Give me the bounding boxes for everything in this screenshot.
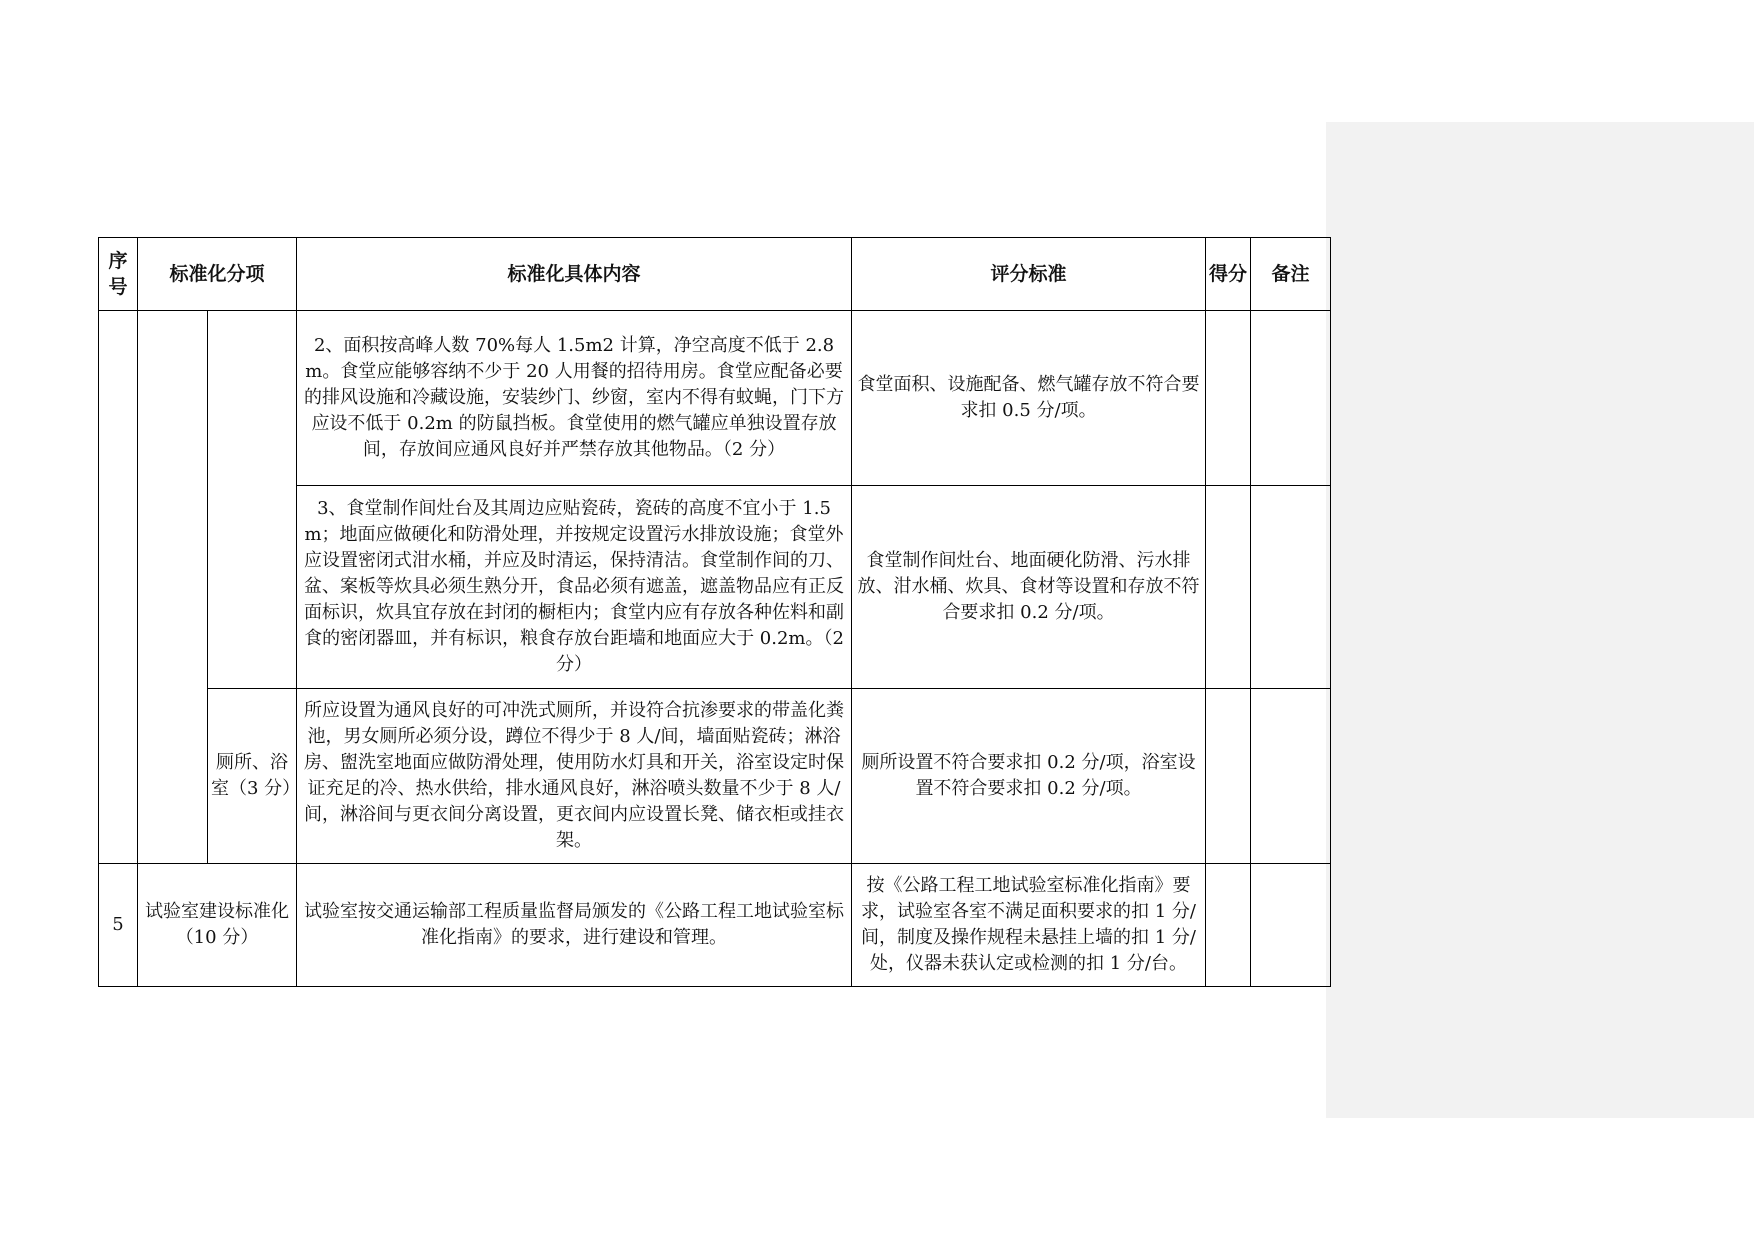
table-row (99, 311, 1331, 486)
header-score: 得分 (1206, 238, 1251, 311)
content-cell: 试验室按交通运输部工程质量监督局颁发的《公路工程工地试验室标准化指南》的要求，进行建设和管理。 (297, 864, 852, 987)
header-criteria: 评分标准 (852, 238, 1206, 311)
score-cell[interactable] (1206, 689, 1251, 864)
scoring-table (98, 237, 1331, 987)
remark-cell[interactable] (1251, 311, 1331, 486)
table-row (99, 864, 1331, 987)
header-row (99, 238, 1331, 311)
header-content: 标准化具体内容 (297, 238, 852, 311)
content-cell: 3、食堂制作间灶台及其周边应贴瓷砖，瓷砖的高度不宜小于 1.5m；地面应做硬化和防滑处理，并按规定设置污水排放设施；食堂外应设置密闭式泔水桶，并应及时清运，保持清洁。食堂制作间的刀、盆、案板等炊具必须生熟分开，食品必须有遮盖，遮盖物品应有正反面标识，炊具宜存放在封闭的橱柜内；食堂内应有存放各种佐料和副食的密闭器皿，并有标识，粮食存放台距墙和地面应大于 0.2m。（2 分） (297, 486, 852, 689)
remark-cell[interactable] (1251, 486, 1331, 689)
content-cell: 2、面积按高峰人数 70%每人 1.5m2 计算，净空高度不低于 2.8m。食堂应能够容纳不少于 20 人用餐的招待用房。食堂应配备必要的排风设施和冷藏设施，安装纱门、纱窗，室内不得有蚊蝇，门下方应设不低于 0.2m 的防鼠挡板。食堂使用的燃气罐应单独设置存放间，存放间应通风良好并严禁存放其他物品。（2 分） (297, 311, 852, 486)
header-seq: 序号 (99, 238, 138, 311)
item-cell (138, 311, 208, 864)
side-panel (1326, 122, 1754, 1118)
header-remark: 备注 (1251, 238, 1331, 311)
header-item: 标准化分项 (138, 238, 297, 311)
score-cell[interactable] (1206, 486, 1251, 689)
item-cell: 试验室建设标准化（10 分） (138, 864, 297, 987)
remark-cell[interactable] (1251, 689, 1331, 864)
criteria-cell: 食堂面积、设施配备、燃气罐存放不符合要求扣 0.5 分/项。 (852, 311, 1206, 486)
sub-item-cell: 厕所、浴室（3 分） (208, 689, 297, 864)
criteria-cell: 按《公路工程工地试验室标准化指南》要求，试验室各室不满足面积要求的扣 1 分/间，制度及操作规程未悬挂上墙的扣 1 分/处，仪器未获认定或检测的扣 1 分/台。 (852, 864, 1206, 987)
seq-cell (99, 311, 138, 864)
seq-cell: 5 (99, 864, 138, 987)
sub-item-cell (208, 311, 297, 689)
criteria-cell: 厕所设置不符合要求扣 0.2 分/项，浴室设置不符合要求扣 0.2 分/项。 (852, 689, 1206, 864)
criteria-cell: 食堂制作间灶台、地面硬化防滑、污水排放、泔水桶、炊具、食材等设置和存放不符合要求扣 0.2 分/项。 (852, 486, 1206, 689)
score-cell[interactable] (1206, 864, 1251, 987)
content-cell: 所应设置为通风良好的可冲洗式厕所，并设符合抗渗要求的带盖化粪池，男女厕所必须分设，蹲位不得少于 8 人/间，墙面贴瓷砖；淋浴 房、盥洗室地面应做防滑处理，使用防水灯具和开关，浴室设定时保证充足的冷、热水供给，排水通风良好，淋浴喷头数量不少于 8 人/间，淋浴间与更衣间分离设置，更衣间内应设置长凳、储衣柜或挂衣架。 (297, 689, 852, 864)
remark-cell[interactable] (1251, 864, 1331, 987)
table-row (99, 689, 1331, 864)
score-cell[interactable] (1206, 311, 1251, 486)
